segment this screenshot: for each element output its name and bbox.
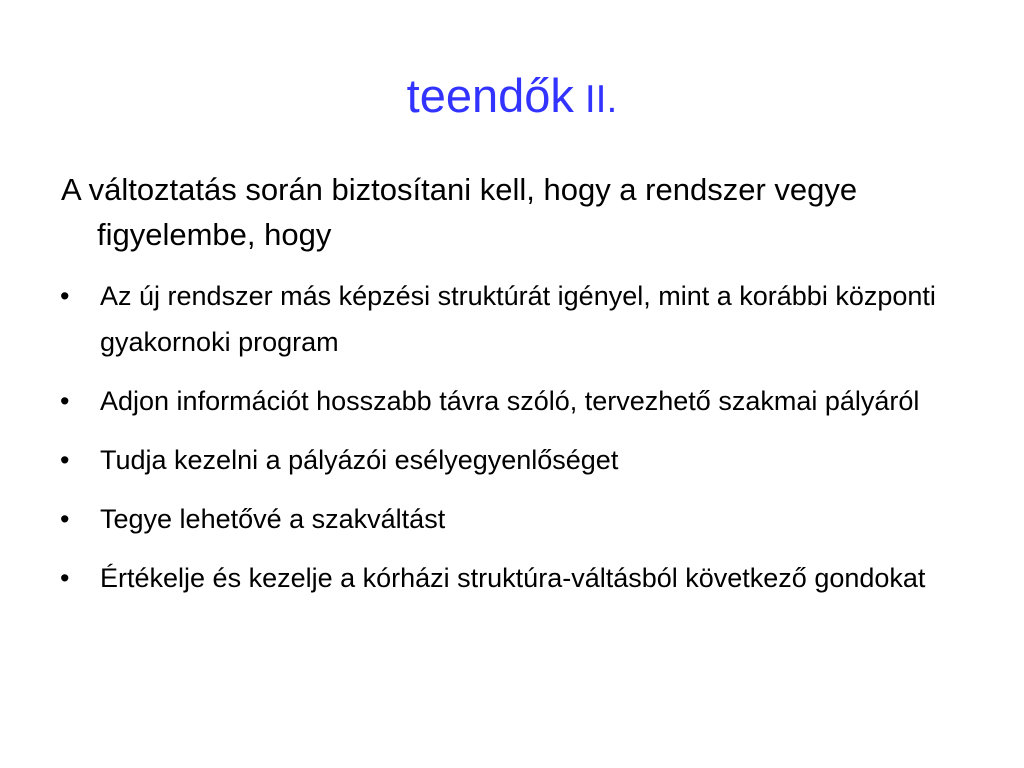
bullet-icon: • [60,563,70,593]
bullet-item [60,378,960,424]
bullet-item [60,437,960,483]
bullet-list [60,273,960,614]
bullet-item [60,555,960,601]
slide-title-main: teendők [406,69,574,122]
slide-title [0,64,1024,132]
bullet-icon: • [60,281,70,311]
bullet-icon: • [60,504,70,534]
bullet-text: Tudja kezelni a pályázói esélyegyenlőséget [100,445,619,475]
bullet-text: Adjon információt hosszabb távra szóló, tervezhető szakmai pályáról [100,386,920,416]
bullet-item [60,496,960,542]
slide-title-suffix: II. [584,78,618,121]
bullet-text: Értékelje és kezelje a kórházi struktúra-váltásból következő gondokat [100,563,926,593]
bullet-text: Az új rendszer más képzési struktúrát igényel, mint a korábbi központi gyakornoki program [100,281,936,357]
bullet-icon: • [60,386,70,416]
intro-paragraph: A változtatás során biztosítani kell, hogy a rendszer vegye figyelembe, hogy [61,172,858,252]
bullet-item [60,273,960,365]
bullet-icon: • [60,445,70,475]
bullet-text: Tegye lehetővé a szakváltást [100,504,446,534]
